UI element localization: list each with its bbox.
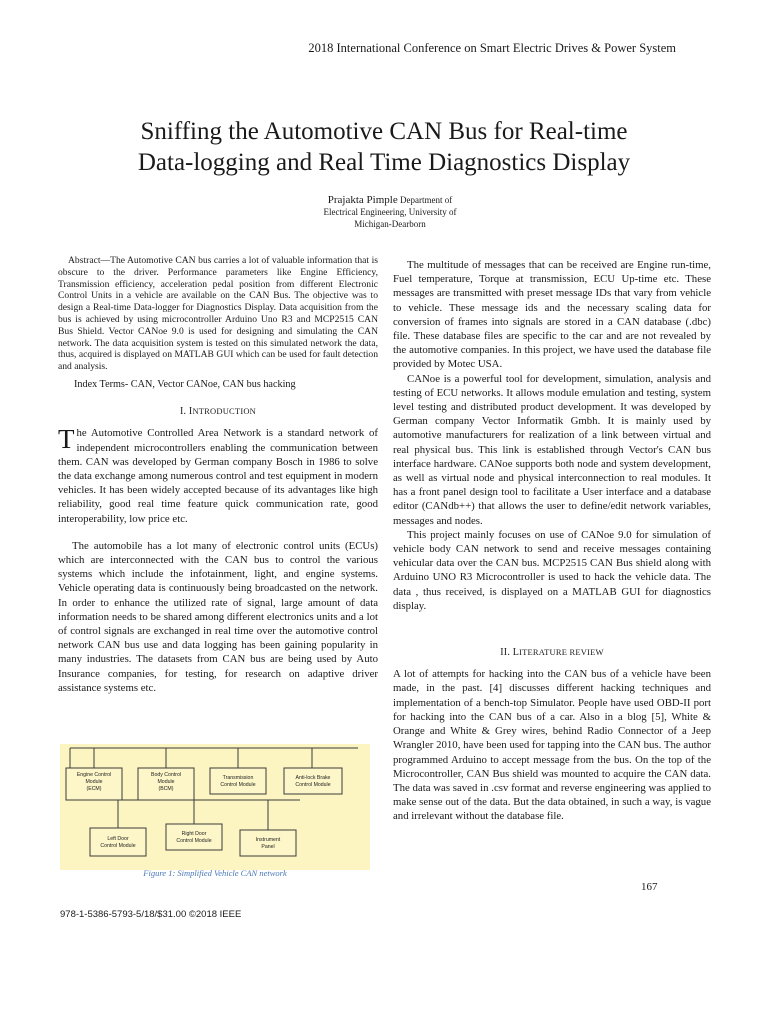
right-paragraph-2: CANoe is a powerful tool for development, simulation, analysis and testing of ECU networks. It allows module emulation and testing, system level testing and distributed product development. It was developed by German company Vector Informatik Gmbh. It is mainly used by automotive manufacturers for realization of a link between virtual and real physical bus. This link is established through Vector's CAN bus interface hardware. CANoe supports both node and system development, as well as virtual node and physical interconnection to real modules. It has a front panel design tool to facilitate a User interface and a database editor (CANdb++) that allows the user to define/edit network variables, messages and nodes. [393, 372, 711, 527]
tcm-label-2: Control Module [220, 782, 256, 788]
section-number: II. [500, 647, 511, 659]
copyright-footer: 978-1-5386-5793-5/18/$31.00 ©2018 IEEE [60, 909, 242, 920]
page-number: 167 [641, 881, 658, 893]
right-column [393, 258, 711, 824]
author-block [300, 194, 480, 230]
right-door-label-2: Control Module [176, 838, 212, 844]
literature-paragraph-1: A lot of attempts for hacking into the CAN bus of a vehicle have been made, in the past. [4] discusses different hacking techniques and implementation of a bench-top Simulator. People have used OBD-II port for hacking into the CAN bus of a car. Also in a blog [5], White & Orange and White & Grey wires, behind Radio Connector of a Jeep Wrangler 2010, have been used for tapping into the CAN bus. The author programmed Arduino to accept message from the bus. On the top of the Microcontroller, CAN Bus shield was mounted to acquire the CAN data. The data was saved in .csv format and reverse engineering was applied to make sense out of the data. But the data obtained, in such a way, is vague and irrelevant without the database file. [393, 668, 711, 823]
bcm-label-1: Body Control [151, 772, 181, 778]
abs-label-2: Control Module [295, 782, 331, 788]
abstract: Abstract—The Automotive CAN bus carries a lot of valuable information that is obscure to the driver. Performance parameters like Engine Efficiency, Transmission efficiency, acceleration pedal position from different Electronic Control Units in a vehicle are available on the CAN Bus. The objective was to design a Real-time Data-logger for Diagnostics Display. Data acquisition from the bus is achieved by using microcontroller Arduino Uno R3 and MCP2515 CAN Bus Shield. Vector CANoe 9.0 is used for designing and simulating the CAN network. The data acquisition system is tested on this simulated network the data, thus, acquired is displayed on MATLAB GUI which can be used for fault detection and analysis. [58, 255, 378, 373]
left-door-box [90, 828, 146, 856]
ecm-label-1: Engine Control [76, 772, 112, 778]
abs-label-1: Anti-lock Brake [295, 775, 331, 781]
instrument-panel-box [240, 830, 296, 856]
section-number: I. [179, 406, 187, 418]
can-network-diagram [60, 744, 370, 868]
intro-paragraph-1-text: he Automotive Controlled Area Network is a standard network of independent microcontrollers enabling the communication between them. CAN was developed by German company Bosch in 1986 to solve the data exchange among numerous control and test equipment in modern vehicles. It has been widely accepted because of its advantages like high reliability, good real time feature quick communication rate, good interoperability, low price etc. [58, 427, 378, 525]
title-line-2: Data-logging and Real Time Diagnostics Display [137, 149, 631, 176]
author-name: Prajakta Pimple [327, 194, 398, 206]
left-door-label-1: Left Door [107, 836, 129, 842]
intro-paragraph-2: The automobile has a lot many of electronic control units (ECUs) which are interconnected with the CAN bus to control the various systems which include the infotainment, light, and engine systems. Vehicle operating data is continuously being broadcasted on the network. In order to enhance the utilized rate of signal, large amount of data information needs to be shared among different electronics units and a lot of control signals are exchanged in real time over the automotive control network CAN bus use and data logging has been gaining popularity in many industries. The datasets from CAN bus are being used by Auto Insurance companies, for testing, for research on adaptive driver assistance systems etc. [58, 539, 378, 694]
instrument-panel-label-2: Panel [261, 844, 275, 850]
intro-paragraph-1 [58, 426, 378, 525]
bcm-label-3: (BCM) [158, 786, 174, 792]
bcm-label-2: Module [157, 779, 175, 785]
left-column [58, 255, 378, 695]
right-door-box [166, 824, 222, 850]
figure-caption: Figure 1: Simplified Vehicle CAN network [143, 868, 287, 878]
abs-box [284, 768, 342, 794]
tcm-box [210, 768, 266, 794]
index-terms: Index Terms- CAN, Vector CANoe, CAN bus hacking [74, 378, 296, 390]
section-heading-literature-review [393, 645, 711, 660]
instrument-panel-label-1: Instrument [255, 837, 281, 843]
conference-header: 2018 International Conference on Smart Electric Drives & Power System [308, 41, 676, 55]
section-title-rest: ITERATURE REVIEW [519, 647, 604, 658]
section-title-first: L [512, 647, 520, 659]
author-affiliation-1: Department of [399, 195, 453, 205]
paper-title [0, 116, 768, 178]
ecm-label-3: (ECM) [86, 786, 102, 792]
title-line-1: Sniffing the Automotive CAN Bus for Real-time [140, 118, 628, 145]
right-paragraph-1: The multitude of messages that can be received are Engine run-time, Fuel temperature, Torque at transmission, ECU Up-time etc. These messages are transmitted with preset message IDs that vary from vehicle to vehicle. These message ids and the necessary scaling data for conversion of frames into signals are stored in a CAN database (.dbc) file. These database files are specific to the car and are not revealed by the automotive companies. In this project, we have used the database file provided by Motec USA. [393, 259, 711, 371]
tcm-label-1: Transmission [222, 775, 254, 781]
author-affiliation-2: Electrical Engineering, University of [323, 207, 457, 217]
right-paragraph-3: This project mainly focuses on use of CANoe 9.0 for simulation of vehicle body CAN network to send and receive messages containing vehicular data over the CAN bus. MCP2515 CAN Bus shield along with Arduino UNO R3 Microcontroller is used to hack the vehicle data. The data , thus received, is displayed on a MATLAB GUI for diagnostics display. [393, 528, 711, 612]
drop-cap: T [58, 424, 75, 455]
figure-can-network [60, 744, 370, 870]
author-affiliation-3: Michigan-Dearborn [354, 219, 426, 229]
section-title-rest: NTRODUCTION [192, 406, 257, 417]
right-door-label-1: Right Door [181, 831, 207, 837]
ecm-label-2: Module [85, 779, 103, 785]
section-title-first: I [188, 406, 193, 418]
left-door-label-2: Control Module [100, 843, 136, 849]
section-heading-introduction [58, 404, 378, 419]
